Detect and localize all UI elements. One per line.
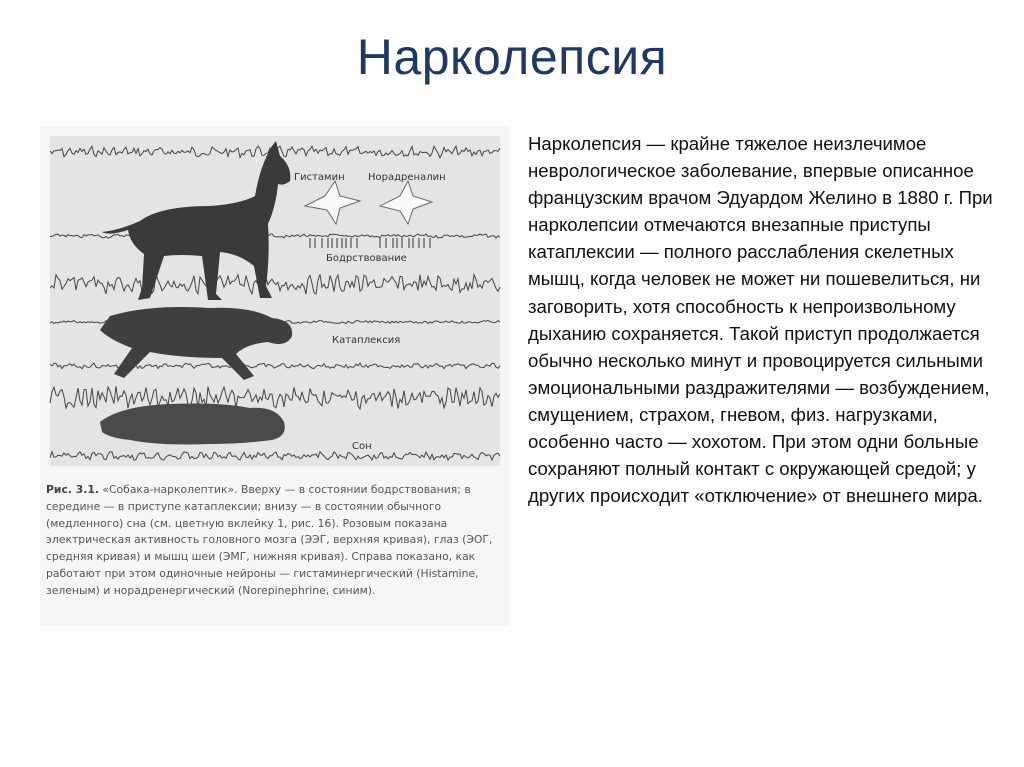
slide-title: Нарколепсия [356, 29, 668, 85]
figure-illustration [40, 126, 510, 486]
label-noradrenaline: Норадреналин [368, 172, 446, 183]
label-cataplexy: Катаплексия [332, 335, 401, 346]
label-wakefulness: Бодрствование [326, 253, 407, 264]
description-text: Нарколепсия — крайне тяжелое неизлечимое неврологическое заболевание, впервые описанное французским врачом Эдуардом Желино в 1880 г. При нарколепсии отмечаются внезапные приступы катаплексии — полного расслабления скелетных мышц, когда человек не может ни пошевелиться, ни заговорить, хотя способность к непроизвольному дыханию сохраняется. Такой приступ продолжается обычно несколько минут и провоцируется сильными эмоциональными раздражителями — возбуждением, смущением, страхом, гневом, физ. нагрузками, особенно часто — хохотом. При этом одни больные сохраняют полный контакт с окружающей средой; у других происходит «отключение» от внешнего мира. [528, 133, 993, 507]
caption-text: «Собака-нарколептик». Вверху — в состоянии бодрствования; в середине — в приступе катаплексии; внизу — в состоянии обычного (медленного) сна (см. цветную вклейку 1, рис. 16). Розовым показана электрическая активность головного мозга (ЭЭГ, верхняя кривая), глаз (ЭОГ, средняя кривая) и мышц шеи (ЭМГ, нижняя кривая). Справа показано, как работают при этом одиночные нейроны — гистаминергический (Histamine, зеленым) и норадренергический (Norepinephrine, синим). [46, 483, 493, 597]
figure-caption [46, 482, 506, 600]
dog-narcolepsy-figure [40, 126, 510, 626]
label-sleep: Сон [352, 441, 372, 452]
sleeping-dog-illustration [100, 404, 285, 445]
label-histamine: Гистамин [294, 172, 345, 183]
caption-lead: Рис. 3.1. [46, 483, 99, 496]
